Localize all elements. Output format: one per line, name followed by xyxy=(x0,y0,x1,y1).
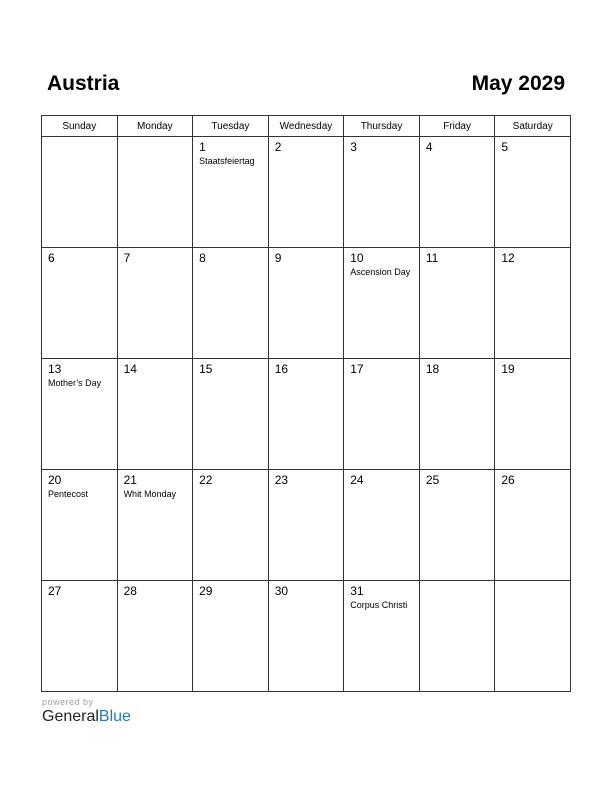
day-number: 9 xyxy=(274,251,282,265)
day-number: 2 xyxy=(274,140,282,154)
day-number: 31 xyxy=(350,584,364,598)
day-cell xyxy=(495,137,571,248)
day-cell xyxy=(268,359,344,470)
day-cell xyxy=(344,470,420,581)
day-number: 24 xyxy=(350,473,364,487)
day-cell xyxy=(193,470,269,581)
powered-by-text: powered by xyxy=(42,697,94,707)
day-number: 18 xyxy=(425,362,440,376)
day-cell xyxy=(419,581,495,692)
day-number: 5 xyxy=(501,140,509,154)
footer-logo xyxy=(42,697,131,727)
brand-logo xyxy=(42,707,131,727)
day-cell xyxy=(42,359,118,470)
day-cell xyxy=(117,470,193,581)
day-number: 6 xyxy=(48,251,55,265)
holiday-label: Mother’s Day xyxy=(48,378,102,388)
week-row xyxy=(42,470,571,581)
day-number: 7 xyxy=(123,251,131,265)
week-row xyxy=(42,359,571,470)
day-cell xyxy=(117,137,193,248)
day-cell xyxy=(495,359,571,470)
weekday-wednesday: Wednesday xyxy=(268,116,344,137)
holiday-label: Pentecost xyxy=(48,489,89,499)
day-cell xyxy=(117,359,193,470)
day-cell xyxy=(419,470,495,581)
day-cell xyxy=(495,248,571,359)
day-cell xyxy=(42,248,118,359)
holiday-label: Whit Monday xyxy=(123,489,177,499)
holiday-label: Staatsfeiertag xyxy=(199,156,255,166)
weekday-monday: Monday xyxy=(117,116,193,137)
day-cell xyxy=(117,248,193,359)
weekday-tuesday: Tuesday xyxy=(193,116,269,137)
day-number: 30 xyxy=(274,584,289,598)
day-cell xyxy=(193,248,269,359)
day-number: 22 xyxy=(199,473,213,487)
day-cell xyxy=(42,581,118,692)
weekday-thursday: Thursday xyxy=(344,116,420,137)
holiday-label: Ascension Day xyxy=(350,267,411,277)
week-row xyxy=(42,137,571,248)
day-cell xyxy=(344,248,420,359)
day-cell xyxy=(419,248,495,359)
day-cell xyxy=(344,359,420,470)
day-cell xyxy=(344,581,420,692)
day-cell xyxy=(268,248,344,359)
day-number: 17 xyxy=(350,362,364,376)
holiday-label: Corpus Christi xyxy=(350,600,408,610)
country-title: Austria xyxy=(47,72,120,95)
day-number: 26 xyxy=(501,473,515,487)
day-cell xyxy=(193,137,269,248)
week-row xyxy=(42,581,571,692)
day-number: 28 xyxy=(123,584,137,598)
month-year-title: May 2029 xyxy=(471,72,565,95)
day-number: 20 xyxy=(48,473,62,487)
day-cell xyxy=(419,359,495,470)
day-cell xyxy=(117,581,193,692)
day-number: 13 xyxy=(48,362,62,376)
day-cell xyxy=(268,581,344,692)
day-number: 8 xyxy=(199,251,206,265)
day-number: 14 xyxy=(123,362,137,376)
week-row xyxy=(42,248,571,359)
weekday-saturday: Saturday xyxy=(495,116,571,137)
day-number: 10 xyxy=(350,251,364,265)
day-number: 27 xyxy=(48,584,62,598)
day-number: 1 xyxy=(199,140,206,154)
day-number: 19 xyxy=(501,362,515,376)
day-cell xyxy=(344,137,420,248)
day-number: 23 xyxy=(274,473,289,487)
day-number: 21 xyxy=(123,473,137,487)
day-number: 3 xyxy=(350,140,357,154)
day-cell xyxy=(42,470,118,581)
day-number: 12 xyxy=(501,251,515,265)
brand-blue: Blue xyxy=(98,708,131,725)
weekday-sunday: Sunday xyxy=(42,116,118,137)
day-number: 11 xyxy=(425,251,439,265)
day-cell xyxy=(268,470,344,581)
brand-general: General xyxy=(42,708,99,725)
day-cell xyxy=(495,470,571,581)
weekday-friday: Friday xyxy=(419,116,495,137)
weekday-header-row xyxy=(42,116,571,137)
day-number: 29 xyxy=(199,584,213,598)
day-cell xyxy=(495,581,571,692)
day-number: 4 xyxy=(425,140,433,154)
day-cell xyxy=(193,581,269,692)
day-cell xyxy=(268,137,344,248)
day-cell xyxy=(419,137,495,248)
day-cell xyxy=(193,359,269,470)
day-number: 16 xyxy=(274,362,289,376)
day-cell xyxy=(42,137,118,248)
day-number: 15 xyxy=(199,362,213,376)
day-number: 25 xyxy=(425,473,440,487)
calendar-grid xyxy=(41,115,571,692)
